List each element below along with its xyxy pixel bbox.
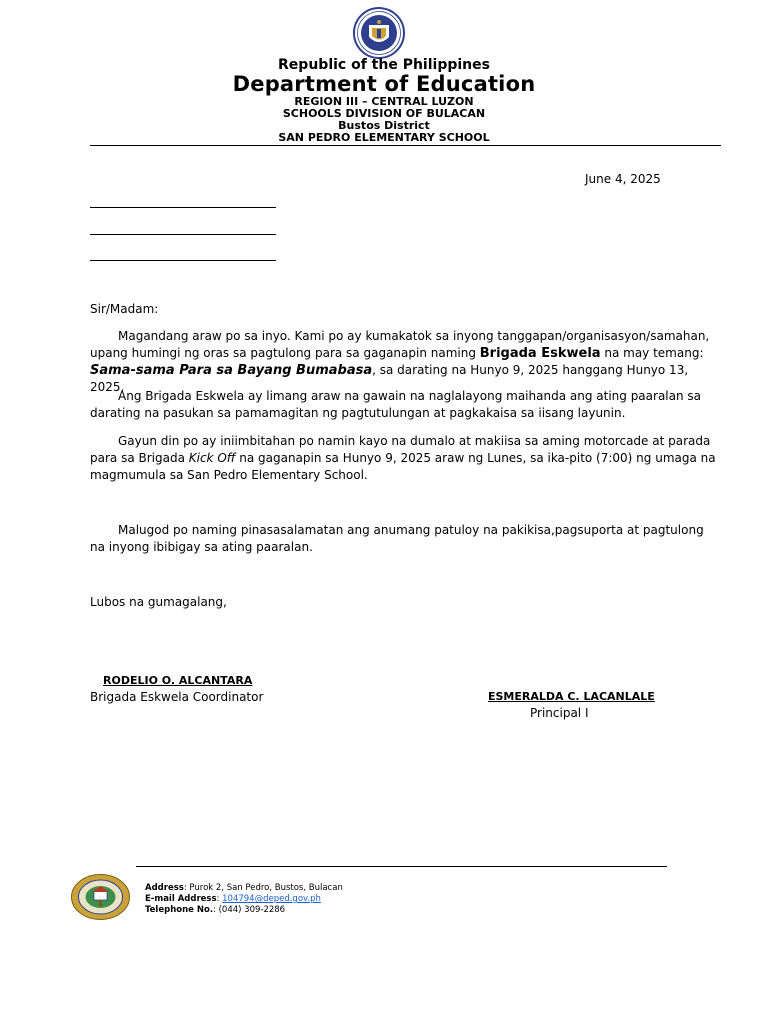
paragraph-3: Gayun din po ay iniimbitahan po namin kayo na dumalo at makiisa sa aming motorcade at parada para sa Brigada Kick Off na gaganapin sa Hunyo 9, 2025 araw ng Lunes, sa ika-pito (7:00) ng umaga na magmumula sa San Pedro Elementary School. <box>90 434 716 482</box>
recipient-line-1 <box>90 207 276 208</box>
kick-off-text: Kick Off <box>188 451 236 465</box>
recipient-line-2 <box>90 234 276 235</box>
paragraph-2: Ang Brigada Eskwela ay limang araw na gawain na naglalayong maihanda ang ating paaralan sa darating na pasukan sa pamamagitan ng pagtutulungan at pagkakaisa sa iisang layunin. <box>90 389 702 420</box>
salutation: Sir/Madam: <box>90 302 159 316</box>
school-seal-icon <box>70 873 131 921</box>
footer-address: Address: Purok 2, San Pedro, Bustos, Bulacan <box>145 883 343 893</box>
letter-date: June 4, 2025 <box>585 172 661 186</box>
header-republic: Republic of the Philippines <box>278 57 490 73</box>
header-district: Bustos District <box>338 119 430 132</box>
coordinator-name: RODELIO O. ALCANTARA <box>103 674 253 687</box>
header-school: SAN PEDRO ELEMENTARY SCHOOL <box>278 131 490 144</box>
footer-email: E-mail Address: 104794@deped.gov.ph <box>145 894 321 904</box>
header-divider <box>90 145 721 146</box>
footer-divider <box>136 866 667 867</box>
header-department: Department of Education <box>232 72 536 96</box>
footer-telephone: Telephone No.: (044) 309-2286 <box>145 905 286 915</box>
paragraph-4: Malugod po naming pinasasalamatan ang anumang patuloy na pakikisa,pagsuporta at pagtulong na inyong ibibigay sa ating paaralan. <box>90 523 704 554</box>
closing: Lubos na gumagalang, <box>90 595 227 609</box>
event-name: Brigada Eskwela <box>479 346 601 361</box>
coordinator-title: Brigada Eskwela Coordinator <box>90 690 264 704</box>
principal-name: ESMERALDA C. LACANLALE <box>488 690 655 703</box>
principal-title: Principal I <box>530 706 589 720</box>
header-division: SCHOOLS DIVISION OF BULACAN <box>282 107 486 120</box>
header-region: REGION III – CENTRAL LUZON <box>294 95 474 108</box>
email-link[interactable]: 104794@deped.gov.ph <box>222 894 321 904</box>
deped-seal-icon <box>343 7 415 59</box>
paragraph-1: Magandang araw po sa inyo. Kami po ay kumakatok sa inyong tanggapan/organisasyon/samahan, upang humingi ng oras sa pagtulong para sa gaganapin naming Brigada Eskwela na may temang: Sama-sama Para sa Bayang Bumabasa, sa darating na Hunyo 9, 2025 hanggang Hunyo 13, 2025. <box>90 329 710 394</box>
event-theme: Sama-sama Para sa Bayang Bumabasa <box>90 363 373 378</box>
recipient-line-3 <box>90 260 276 261</box>
